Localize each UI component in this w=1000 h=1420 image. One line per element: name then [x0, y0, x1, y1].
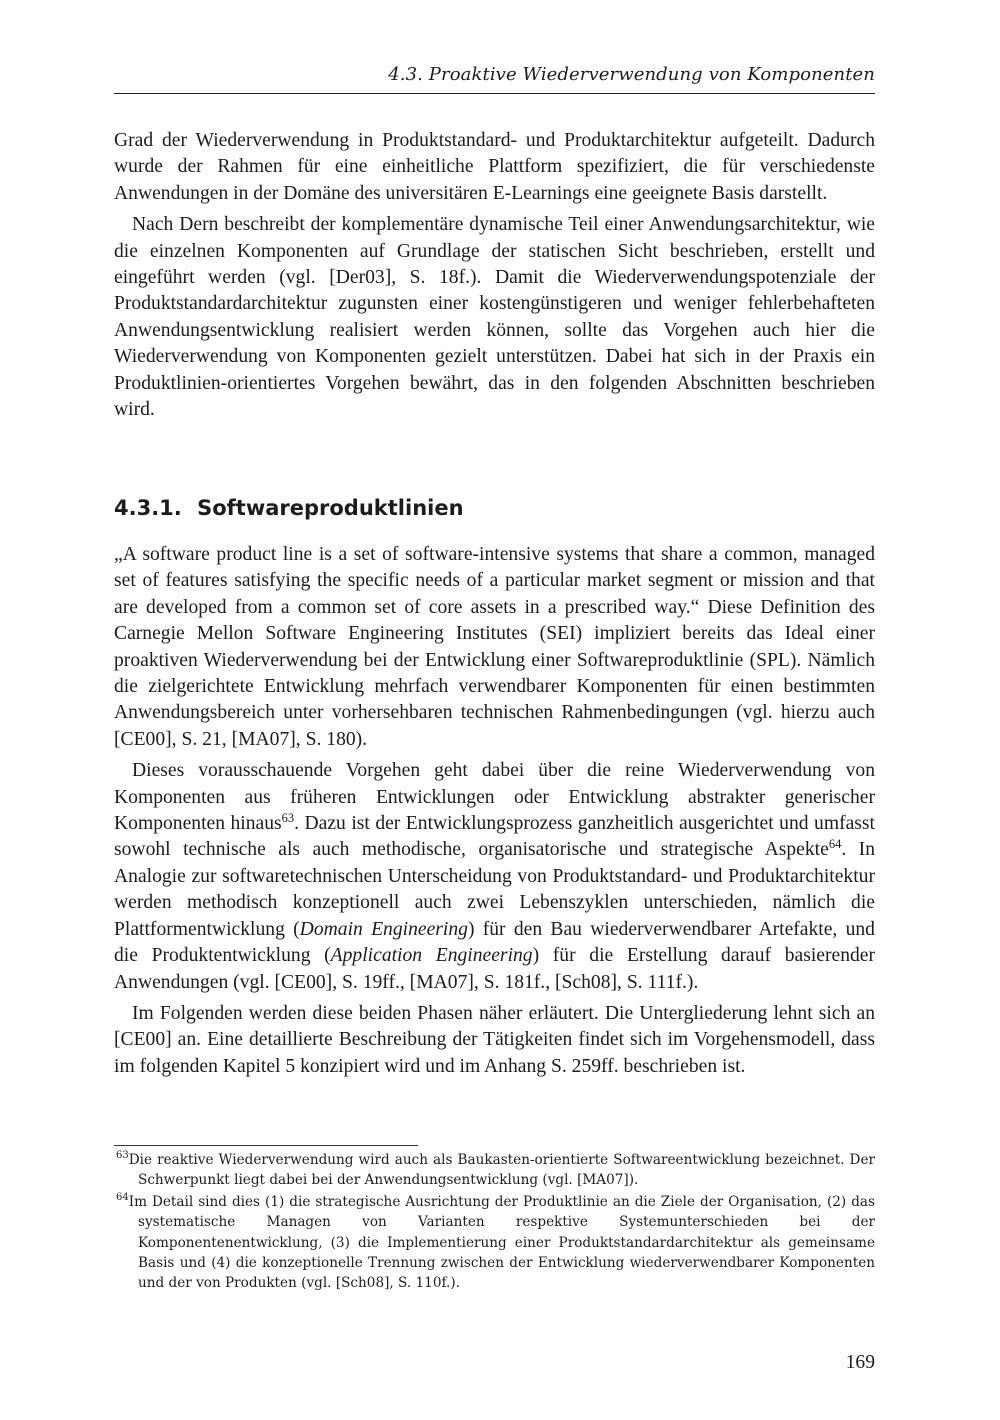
- footnote-mark: 63: [116, 1150, 129, 1161]
- footnote-ref-63[interactable]: 63: [281, 811, 295, 826]
- section-paragraph-2: Dieses vorausschauende Vorgehen geht dabei über die reine Wiederverwendung von Komponenten aus früheren Entwicklungen oder Entwicklung abstrakter generischer Komponenten hinaus$^{63}$. Dazu ist der Entwicklungsprozess ganzheitlich ausgerichtet und umfasst sowohl technische als auch methodische, organisatorische und strategische Aspekte$^{64}$. In Analogie zur softwaretechnischen Unterscheidung von Produktstandard- und Produktarchitektur werden methodisch konzeptionell auch zwei Lebenszyklen unterschieden, nämlich die Plattformentwicklung (Domain Engineering) für den Bau wiederverwendbarer Artefakte, und die Produktentwicklung (Application Engineering) für die Erstellung darauf basierender Anwendungen (vgl. [CE00], S. 19ff., [MA07], S. 181f., [Sch08], S. 111f.).: [114, 760, 876, 993]
- footnote-64: $^{64}$Im Detail sind dies (1) die strategische Ausrichtung der Produktlinie an die Ziele der Organisation, (2) das systematische Managen von Varianten respektive Systemunterschieden bei der Komponentenentwicklung, (3) die Implementierung einer Produktstandardarchitektur als gemeinsame Basis und (4) die konzeptionelle Trennung zwischen der Entwicklung wiederverwendbarer Komponenten und der von Produkten (vgl. [Sch08], S. 110f.).: [116, 1191, 875, 1292]
- footnote-63: $^{63}$Die reaktive Wiederverwendung wird auch als Baukasten-orientierte Softwareentwicklung bezeichnet. Der Schwerpunkt liegt dabei bei der Anwendungsentwicklung (vgl. [MA07]).: [116, 1150, 875, 1189]
- term-domain-engineering: Domain Engineering: [299, 918, 468, 940]
- running-head: 4.3. Proaktive Wiederverwendung von Komponenten: [388, 64, 875, 85]
- page-number: 169: [845, 1352, 875, 1373]
- section-heading: [114, 496, 464, 520]
- section-title: Softwareproduktlinien: [197, 496, 464, 520]
- intro-text: [114, 128, 875, 423]
- section-paragraph-3: Im Folgenden werden diese beiden Phasen näher erläutert. Die Untergliederung lehnt sich an [CE00] an. Eine detaillierte Beschreibung der Tätigkeiten findet sich im Vorgehensmodell, dass im folgenden Kapitel 5 konzipiert wird und im Anhang S. 259ff. beschrieben ist.: [114, 1002, 875, 1077]
- intro-paragraph-2: Nach Dern beschreibt der komplementäre dynamische Teil einer Anwendungsarchitektur, wie die einzelnen Komponenten auf Grundlage der statischen Sicht beschrieben, erstellt und eingeführt werden (vgl. [Der03], S. 18f.). Damit die Wiederverwendungspotenziale der Produktstandardarchitektur zugunsten einer kostengünstigeren und weniger fehlerbehafteten Anwendungsentwicklung realisiert werden können, sollte das Vorgehen auch hier die Wiederverwendung von Komponenten gezielt unterstützen. Dabei hat sich in der Praxis ein Produktlinien-orientiertes Vorgehen bewährt, das in den folgenden Abschnitten beschrieben wird.: [114, 214, 875, 421]
- section-paragraph-1: „A software product line is a set of software-intensive systems that share a common, managed set of features satisfying the specific needs of a particular market segment or mission and that are developed from a common set of core assets in a prescribed way.“ Diese Definition des Carnegie Mellon Software Engineering Institutes (SEI) impliziert bereits das Ideal einer proaktiven Wiederverwendung bei der Entwicklung einer Softwareproduktlinie (SPL). Nämlich die zielgerichtete Entwicklung mehrfach verwendbarer Komponenten für einen bestimmten Anwendungsbereich unter vorhersehbaren technischen Rahmenbedingungen (vgl. hierzu auch [CE00], S. 21, [MA07], S. 180).: [114, 544, 875, 750]
- intro-paragraph-1: Grad der Wiederverwendung in Produktstandard- und Produktarchitektur aufgeteilt. Dadurch wurde der Rahmen für eine einheitliche Plattform spezifiziert, die für verschiedenste Anwendungen in der Domäne des universitären E-Learnings eine geeignete Basis darstellt.: [114, 130, 875, 204]
- section-number: 4.3.1.: [114, 496, 182, 520]
- footnote-ref-64[interactable]: 64: [828, 837, 842, 852]
- header-rule: [114, 93, 875, 94]
- term-application-engineering: Application Engineering: [330, 945, 533, 967]
- footnotes: [114, 1150, 875, 1295]
- section-text: [114, 542, 875, 1080]
- footnote-mark: 64: [116, 1191, 129, 1203]
- footnote-rule: [114, 1145, 418, 1146]
